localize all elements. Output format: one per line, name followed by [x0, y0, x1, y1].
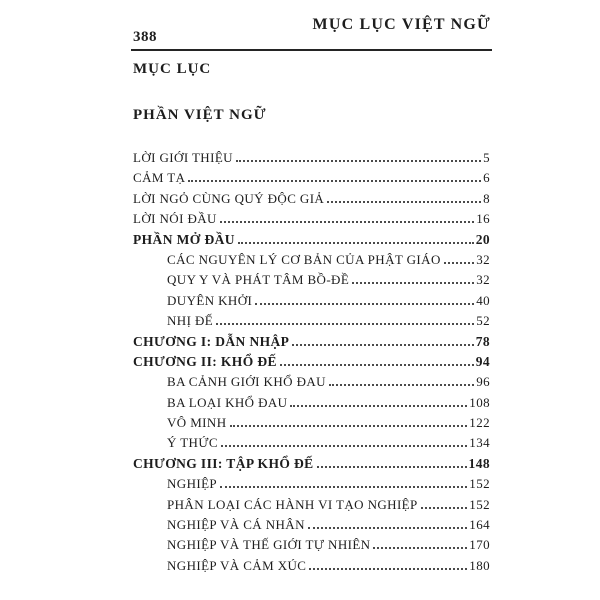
toc-row	[133, 191, 490, 211]
toc-row	[133, 150, 490, 170]
page-number-folio: 388	[133, 29, 157, 45]
toc-row	[133, 395, 490, 415]
dot-leader	[188, 180, 481, 182]
toc-row	[133, 293, 490, 313]
toc-page-number: 32	[476, 251, 490, 267]
toc-entry-label: CẢM TẠ	[133, 170, 186, 186]
dot-leader	[238, 242, 474, 244]
toc-page-number: 6	[483, 170, 490, 186]
toc-page-number: 52	[476, 313, 490, 329]
dot-leader	[220, 486, 467, 488]
toc-row	[133, 456, 490, 476]
toc-entry-label: NGHIỆP	[167, 476, 218, 492]
dot-leader	[220, 221, 474, 223]
dot-leader	[290, 405, 467, 407]
toc-row	[133, 517, 490, 537]
toc-page-number: 94	[475, 353, 490, 369]
toc-page-number: 170	[469, 537, 490, 553]
toc-row	[133, 232, 490, 252]
toc-row	[133, 476, 490, 496]
toc-row	[133, 435, 490, 455]
toc-page-number: 32	[476, 272, 490, 288]
dot-leader	[327, 201, 481, 203]
dot-leader	[421, 507, 468, 509]
toc-page-number: 96	[476, 374, 490, 390]
toc-row	[133, 497, 490, 517]
toc-entry-label: PHẦN MỞ ĐẦU	[133, 231, 235, 247]
toc-page-number: 8	[483, 190, 490, 206]
toc-row	[133, 170, 490, 190]
toc-row	[133, 313, 490, 333]
toc-entry-label: NGHIỆP VÀ CẢM XÚC	[167, 557, 307, 573]
toc-entry-label: LỜI NÓI ĐẦU	[133, 211, 217, 227]
toc-page-number: 78	[475, 333, 490, 349]
toc-list	[133, 150, 490, 578]
toc-page-number: 20	[475, 231, 490, 247]
dot-leader	[309, 568, 467, 570]
toc-entry-label: NGHIỆP VÀ CÁ NHÂN	[167, 517, 305, 533]
dot-leader	[352, 282, 474, 284]
toc-row	[133, 537, 490, 557]
toc-heading: MỤC LỤC	[133, 61, 212, 77]
toc-row	[133, 374, 490, 394]
toc-entry-label: DUYÊN KHỞI	[167, 292, 253, 308]
dot-leader	[221, 445, 467, 447]
toc-entry-label: VÔ MINH	[167, 415, 227, 431]
toc-page-number: 152	[469, 496, 490, 512]
toc-page-number: 122	[469, 415, 490, 431]
toc-row	[133, 272, 490, 292]
dot-leader	[280, 364, 474, 366]
dot-leader	[216, 323, 474, 325]
dot-leader	[292, 344, 473, 346]
toc-entry-label: NHỊ ĐẾ	[167, 313, 214, 329]
toc-entry-label: CHƯƠNG III: TẬP KHỔ ĐẾ	[133, 455, 314, 471]
dot-leader	[329, 384, 474, 386]
toc-entry-label: CHƯƠNG II: KHỔ ĐẾ	[133, 353, 277, 369]
toc-page-number: 108	[469, 394, 490, 410]
toc-page-number: 40	[476, 292, 490, 308]
toc-page-number: 16	[476, 211, 490, 227]
toc-entry-label: CÁC NGUYÊN LÝ CƠ BẢN CỦA PHẬT GIÁO	[167, 251, 441, 267]
toc-entry-label: CHƯƠNG I: DẪN NHẬP	[133, 333, 290, 349]
running-header-title: MỤC LỤC VIỆT NGỮ	[312, 16, 491, 33]
toc-page-number: 134	[469, 435, 490, 451]
toc-row	[133, 558, 490, 578]
toc-page-number: 152	[469, 476, 490, 492]
dot-leader	[317, 466, 467, 468]
dot-leader	[444, 262, 474, 264]
toc-page-number: 180	[469, 557, 490, 573]
toc-row	[133, 211, 490, 231]
toc-row	[133, 252, 490, 272]
dot-leader	[373, 547, 467, 549]
dot-leader	[255, 303, 474, 305]
header-rule-divider	[131, 49, 492, 51]
toc-row	[133, 334, 490, 354]
part-heading: PHẦN VIỆT NGỮ	[133, 107, 267, 123]
toc-page-number: 5	[483, 150, 490, 165]
toc-entry-label: BA CẢNH GIỚI KHỔ ĐAU	[167, 374, 326, 390]
toc-entry-label: QUY Y VÀ PHÁT TÂM BỒ-ĐỀ	[167, 272, 350, 288]
toc-row	[133, 354, 490, 374]
toc-page-number: 148	[468, 455, 490, 471]
dot-leader	[308, 527, 467, 529]
toc-page-number: 164	[469, 517, 490, 533]
toc-entry-label: LỜI GIỚI THIỆU	[133, 150, 233, 165]
dot-leader	[236, 160, 481, 162]
toc-entry-label: PHÂN LOẠI CÁC HÀNH VI TẠO NGHIỆP	[167, 496, 418, 512]
toc-entry-label: NGHIỆP VÀ THẾ GIỚI TỰ NHIÊN	[167, 537, 371, 553]
toc-entry-label: Ý THỨC	[167, 435, 218, 451]
toc-entry-label: BA LOẠI KHỔ ĐAU	[167, 394, 288, 410]
toc-entry-label: LỜI NGỎ CÙNG QUÝ ĐỘC GIẢ	[133, 190, 325, 206]
toc-row	[133, 415, 490, 435]
dot-leader	[230, 425, 468, 427]
